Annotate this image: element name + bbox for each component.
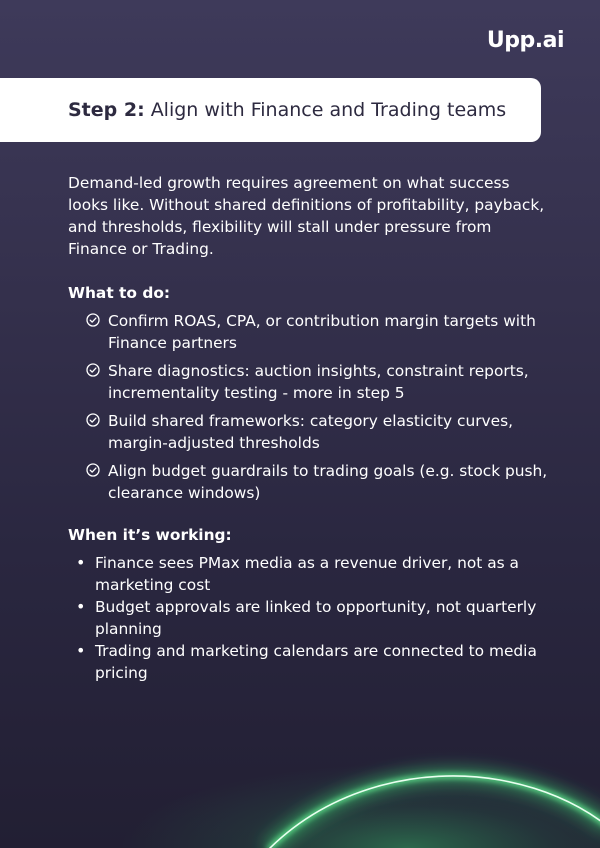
- list-item: [76, 552, 548, 596]
- intro-paragraph: Demand-led growth requires agreement on what success looks like. Without shared definitions of profitability, payback, and thresholds, flexibility will stall under pressure from Finance or Trading.: [68, 174, 545, 258]
- list-item: [86, 460, 548, 504]
- list-item-text: Trading and marketing calendars are connected to media pricing: [95, 642, 537, 682]
- what-to-do-list: [68, 310, 548, 504]
- when-working-heading: When it’s working:: [68, 526, 232, 544]
- list-item: [76, 596, 548, 640]
- list-item-text: Share diagnostics: auction insights, constraint reports, incrementality testing - more in step 5: [108, 362, 529, 402]
- bullet-dot: •: [76, 597, 86, 616]
- neon-glow-arc: [0, 688, 600, 848]
- when-working-list: [68, 552, 548, 684]
- list-item-text: Align budget guardrails to trading goals (e.g. stock push, clearance windows): [108, 462, 548, 502]
- bullet-dot: •: [76, 553, 86, 572]
- list-item: [86, 410, 548, 454]
- step-number: Step 2:: [68, 99, 145, 121]
- main-content: [68, 172, 548, 684]
- list-item: [86, 360, 548, 404]
- step-title: Align with Finance and Trading teams: [150, 99, 507, 121]
- list-item: [76, 640, 548, 684]
- list-item-text: Finance sees PMax media as a revenue driver, not as a marketing cost: [95, 554, 519, 594]
- upp-ai-logo: Upp.ai: [486, 28, 564, 53]
- check-circle-icon: [86, 463, 108, 477]
- what-to-do-heading: What to do:: [68, 284, 171, 302]
- bullet-dot: •: [76, 641, 86, 660]
- check-circle-icon: [86, 313, 108, 327]
- list-item-text: Build shared frameworks: category elasticity curves, margin-adjusted thresholds: [108, 412, 514, 452]
- list-item-text: Budget approvals are linked to opportunity, not quarterly planning: [95, 598, 537, 638]
- list-item: [86, 310, 548, 354]
- list-item-text: Confirm ROAS, CPA, or contribution margin targets with Finance partners: [108, 312, 536, 352]
- check-circle-icon: [86, 363, 108, 377]
- step-header-card: [0, 78, 541, 142]
- check-circle-icon: [86, 413, 108, 427]
